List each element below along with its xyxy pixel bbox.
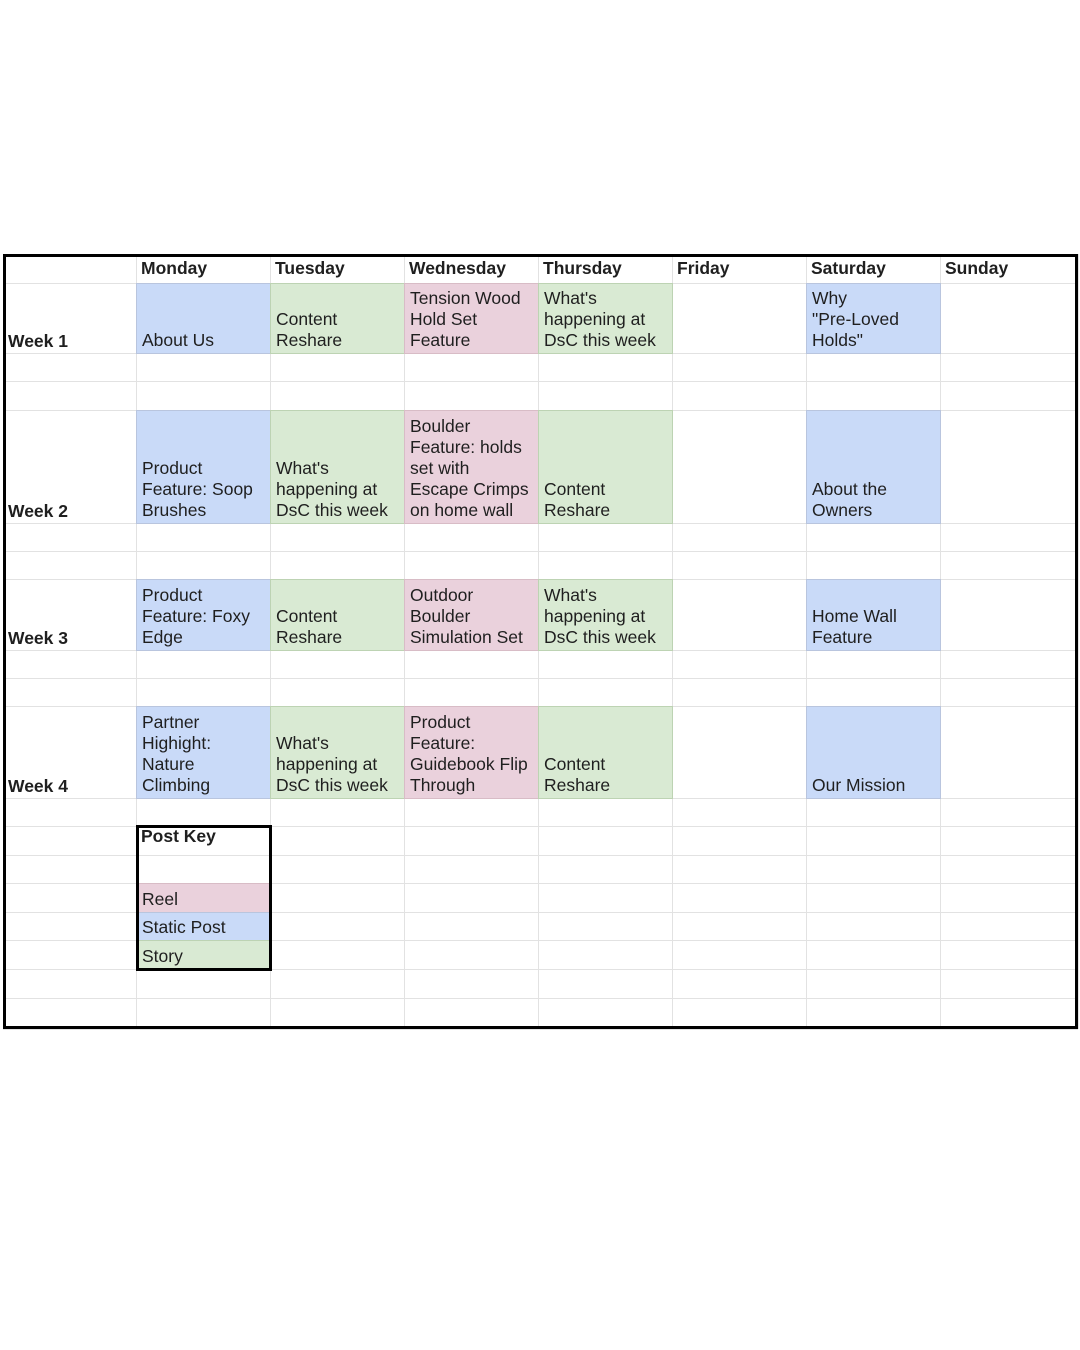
- day-header-wednesday[interactable]: Wednesday: [409, 257, 506, 278]
- grid-row-line: [3, 381, 1078, 382]
- day-header-friday[interactable]: Friday: [677, 257, 730, 278]
- day-header-saturday[interactable]: Saturday: [811, 257, 886, 278]
- grid-row-line: [3, 1029, 1078, 1030]
- post-cell-static-post[interactable]: Our Mission: [806, 706, 941, 799]
- post-cell-story[interactable]: Content Reshare: [538, 410, 673, 524]
- day-header-thursday[interactable]: Thursday: [543, 257, 622, 278]
- grid-row-line: [3, 998, 1078, 999]
- grid-column-line: [1078, 254, 1079, 1029]
- content-calendar-sheet: [3, 254, 1078, 1029]
- post-key-item-story[interactable]: Story: [136, 940, 271, 970]
- post-cell-static-post[interactable]: Product Feature: Soop Brushes: [136, 410, 271, 524]
- post-key-title[interactable]: Post Key: [141, 826, 216, 846]
- day-header-tuesday[interactable]: Tuesday: [275, 257, 345, 278]
- grid-row-line: [3, 551, 1078, 552]
- post-cell-static-post[interactable]: Partner Highight: Nature Climbing: [136, 706, 271, 799]
- day-header-monday[interactable]: Monday: [141, 257, 208, 278]
- post-key-item-static-post[interactable]: Static Post: [136, 912, 271, 941]
- post-cell-story[interactable]: What's happening at DsC this week: [538, 283, 673, 354]
- post-cell-story[interactable]: What's happening at DsC this week: [270, 706, 405, 799]
- post-cell-story[interactable]: Content Reshare: [270, 579, 405, 651]
- post-cell-story[interactable]: Content Reshare: [538, 706, 673, 799]
- week-label[interactable]: Week 2: [8, 501, 68, 521]
- post-cell-static-post[interactable]: Why "Pre-Loved Holds": [806, 283, 941, 354]
- post-cell-reel[interactable]: Product Feature: Guidebook Flip Through: [404, 706, 539, 799]
- post-cell-story[interactable]: What's happening at DsC this week: [538, 579, 673, 651]
- week-label[interactable]: Week 1: [8, 331, 68, 351]
- post-cell-story[interactable]: What's happening at DsC this week: [270, 410, 405, 524]
- post-cell-static-post[interactable]: About the Owners: [806, 410, 941, 524]
- post-cell-static-post[interactable]: About Us: [136, 283, 271, 354]
- week-label[interactable]: Week 4: [8, 776, 68, 796]
- post-cell-reel[interactable]: Boulder Feature: holds set with Escape Crimps on home wall: [404, 410, 539, 524]
- post-cell-story[interactable]: Content Reshare: [270, 283, 405, 354]
- week-label[interactable]: Week 3: [8, 628, 68, 648]
- post-cell-static-post[interactable]: Home Wall Feature: [806, 579, 941, 651]
- post-cell-reel[interactable]: Tension Wood Hold Set Feature: [404, 283, 539, 354]
- grid-row-line: [3, 678, 1078, 679]
- post-cell-reel[interactable]: Outdoor Boulder Simulation Set: [404, 579, 539, 651]
- day-header-sunday[interactable]: Sunday: [945, 257, 1009, 278]
- post-key-item-reel[interactable]: Reel: [136, 883, 271, 913]
- post-cell-static-post[interactable]: Product Feature: Foxy Edge: [136, 579, 271, 651]
